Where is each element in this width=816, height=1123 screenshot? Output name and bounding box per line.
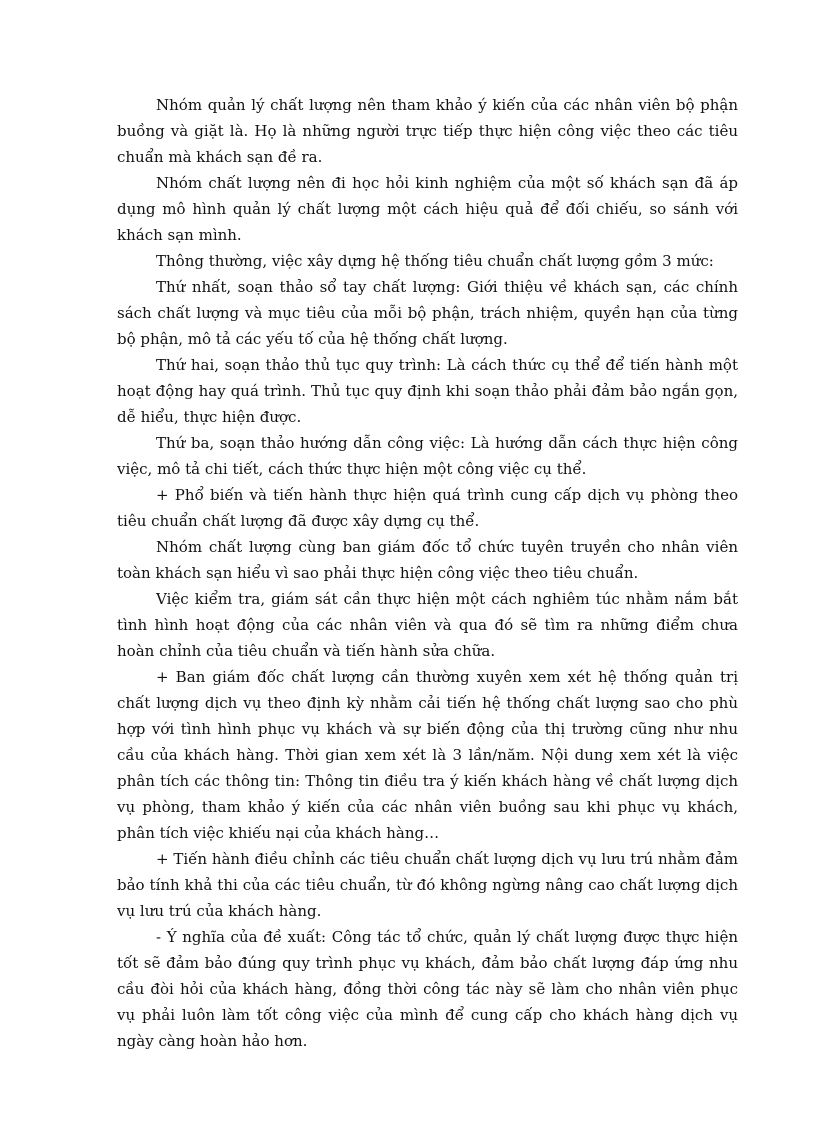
paragraph-staff-consultation: Nhóm quản lý chất lượng nên tham khảo ý kiến của các nhân viên bộ phận buồng và giặt là. Họ là những người trực tiếp thực hiện công việc theo các tiêu chuẩn mà khách sạn đề ra. [117,96,738,166]
document-page [117,92,738,1054]
paragraph-procedures: Thứ hai, soạn thảo thủ tục quy trình: Là cách thức cụ thể để tiến hành một hoạt động hay quá trình. Thủ tục quy định khi soạn thảo phải đảm bảo ngắn gọn, dễ hiểu, thực hiện được. [117,356,738,426]
paragraph-adjustment: + Tiến hành điều chỉnh các tiêu chuẩn chất lượng dịch vụ lưu trú nhằm đảm bảo tính khả thi của các tiêu chuẩn, từ đó không ngừng nâng cao chất lượng dịch vụ lưu trú của khách hàng. [117,850,738,920]
paragraph-inspection: Việc kiểm tra, giám sát cần thực hiện một cách nghiêm túc nhằm nắm bắt tình hình hoạt động của các nhân viên và qua đó sẽ tìm ra những điểm chưa hoàn chỉnh của tiêu chuẩn và tiến hành sửa chữa. [117,590,738,660]
paragraph-work-instructions: Thứ ba, soạn thảo hướng dẫn công việc: Là hướng dẫn cách thực hiện công việc, mô tả chi tiết, cách thức thực hiện một công việc cụ thể. [117,434,738,478]
paragraph-quality-manual: Thứ nhất, soạn thảo sổ tay chất lượng: Giới thiệu về khách sạn, các chính sách chất lượng và mục tiêu của mỗi bộ phận, trách nhiệm, quyền hạn của từng bộ phận, mô tả các yếu tố của hệ thống chất lượng. [117,278,738,348]
paragraph-three-levels: Thông thường, việc xây dựng hệ thống tiêu chuẩn chất lượng gồm 3 mức: [156,252,714,270]
paragraph-learn-experience: Nhóm chất lượng nên đi học hỏi kinh nghiệm của một số khách sạn đã áp dụng mô hình quản lý chất lượng một cách hiệu quả để đối chiếu, so sánh với khách sạn mình. [117,174,738,244]
paragraph-training: Nhóm chất lượng cùng ban giám đốc tổ chức tuyên truyền cho nhân viên toàn khách sạn hiểu vì sao phải thực hiện công việc theo tiêu chuẩn. [117,538,738,582]
paragraph-review: + Ban giám đốc chất lượng cần thường xuyên xem xét hệ thống quản trị chất lượng dịch vụ theo định kỳ nhằm cải tiến hệ thống chất lượng sao cho phù hợp với tình hình phục vụ khách và sự biến động của thị trường cũng như nhu cầu của khách hàng. Thời gian xem xét là 3 lần/năm. Nội dung xem xét là việc phân tích các thông tin: Thông tin điều tra ý kiến khách hàng về chất lượng dịch vụ phòng, tham khảo ý kiến của các nhân viên buồng sau khi phục vụ khách, phân tích việc khiếu nại của khách hàng… [117,668,738,842]
paragraph-significance: - Ý nghĩa của đề xuất: Công tác tổ chức, quản lý chất lượng được thực hiện tốt sẽ đảm bảo đúng quy trình phục vụ khách, đảm bảo chất lượng đáp ứng nhu cầu đòi hỏi của khách hàng, đồng thời công tác này sẽ làm cho nhân viên phục vụ phải luôn làm tốt công việc của mình để cung cấp cho khách hàng dịch vụ ngày càng hoàn hảo hơn. [117,928,738,1050]
paragraph-implementation: + Phổ biến và tiến hành thực hiện quá trình cung cấp dịch vụ phòng theo tiêu chuẩn chất lượng đã được xây dựng cụ thể. [117,486,738,530]
